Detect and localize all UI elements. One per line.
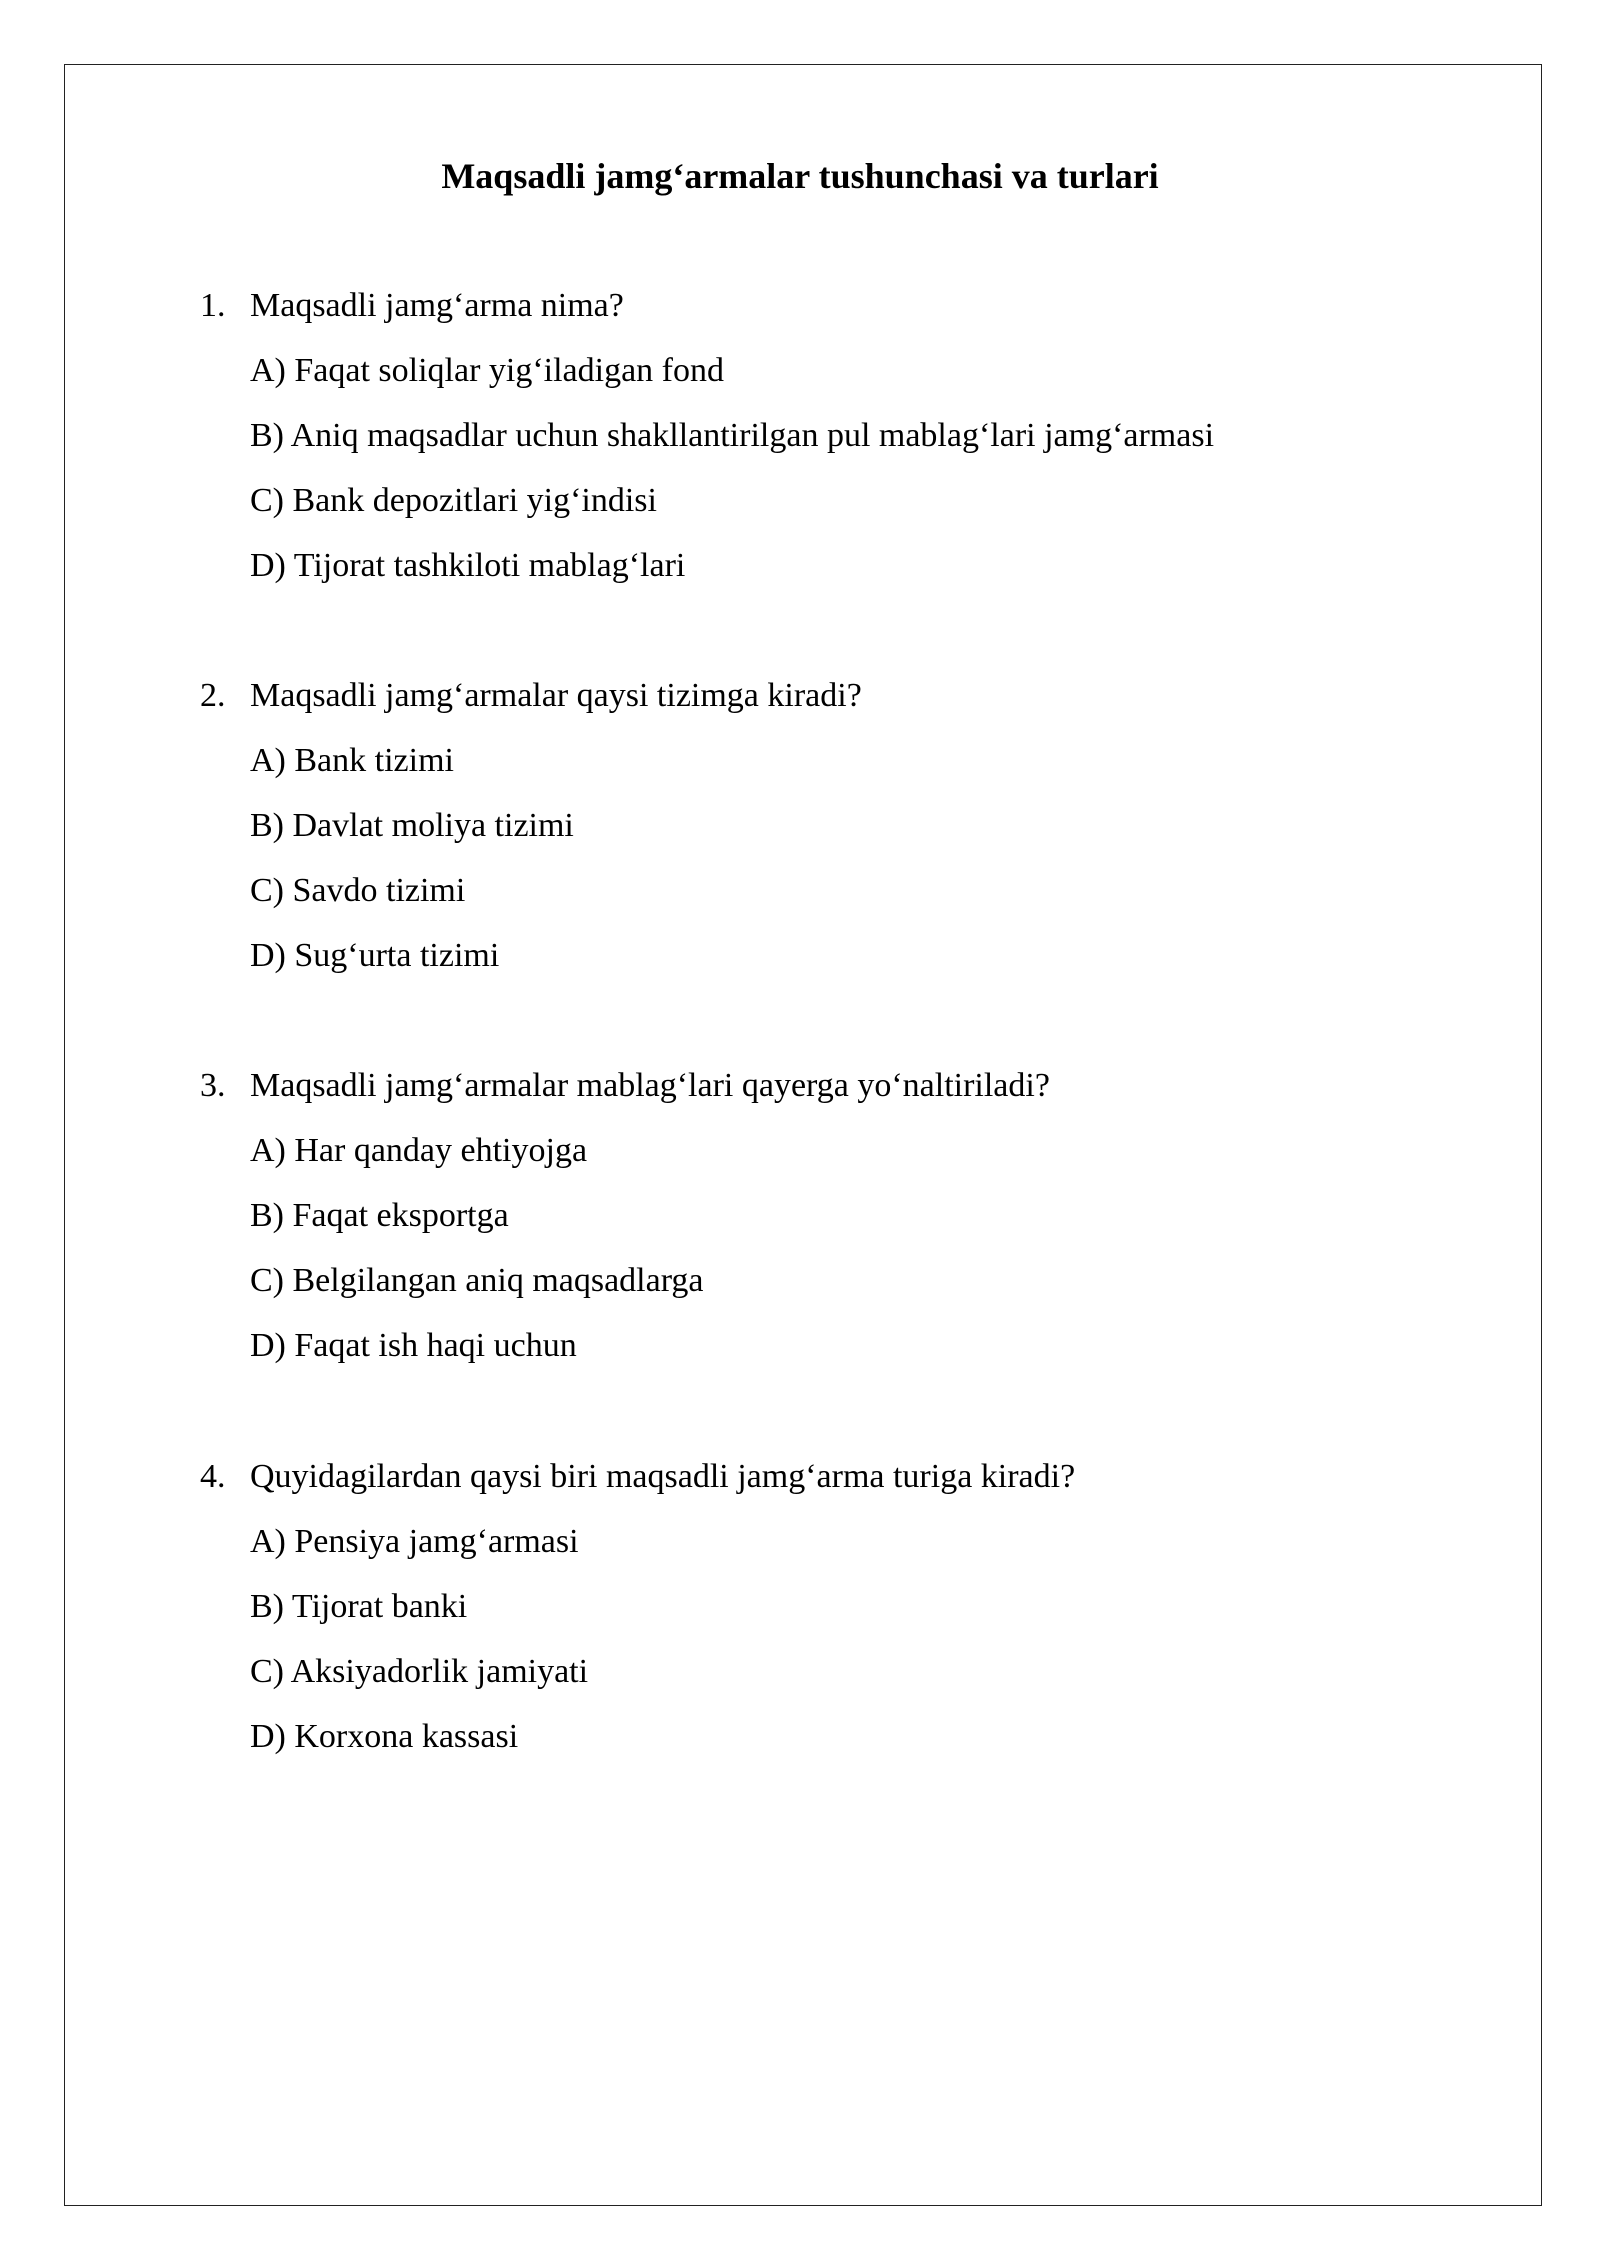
question-line bbox=[200, 1455, 1440, 1499]
question-4 bbox=[200, 1455, 1440, 1759]
answer-option-c: C) Aksiyadorlik jamiyati bbox=[250, 1653, 589, 1690]
answer-option-a: A) Faqat soliqlar yig‘iladigan fond bbox=[250, 352, 725, 389]
answer-option-a: A) Har qanday ehtiyojga bbox=[250, 1132, 588, 1169]
answer-option-c: C) Bank depozitlari yig‘indisi bbox=[250, 482, 657, 519]
question-number: 4. bbox=[200, 1458, 226, 1495]
answer-option-d: D) Tijorat tashkiloti mablag‘lari bbox=[250, 547, 686, 584]
question-text: Maqsadli jamg‘armalar qaysi tizimga kiradi? bbox=[250, 677, 862, 714]
answer-option-a: A) Bank tizimi bbox=[250, 742, 454, 779]
question-3 bbox=[200, 1064, 1440, 1368]
answer-option-d: D) Faqat ish haqi uchun bbox=[250, 1327, 577, 1364]
answer-option-d: D) Sug‘urta tizimi bbox=[250, 937, 500, 974]
answer-option-b: B) Faqat eksportga bbox=[250, 1197, 509, 1234]
question-text: Quyidagilardan qaysi biri maqsadli jamg‘arma turiga kiradi? bbox=[250, 1458, 1076, 1495]
question-line bbox=[200, 1064, 1440, 1108]
question-1 bbox=[200, 284, 1440, 588]
answer-option-c: C) Savdo tizimi bbox=[250, 872, 466, 909]
question-number: 1. bbox=[200, 287, 226, 324]
document-title: Maqsadli jamg‘armalar tushunchasi va turlari bbox=[441, 156, 1159, 196]
answer-option-b: B) Tijorat banki bbox=[250, 1588, 468, 1625]
question-number: 3. bbox=[200, 1067, 226, 1104]
question-text: Maqsadli jamg‘arma nima? bbox=[250, 287, 624, 324]
answer-option-c: C) Belgilangan aniq maqsadlarga bbox=[250, 1262, 704, 1299]
question-line bbox=[200, 284, 1440, 328]
answer-option-a: A) Pensiya jamg‘armasi bbox=[250, 1523, 579, 1560]
question-2 bbox=[200, 674, 1440, 978]
answer-option-b: B) Davlat moliya tizimi bbox=[250, 807, 574, 844]
question-text: Maqsadli jamg‘armalar mablag‘lari qayerga yo‘naltiriladi? bbox=[250, 1067, 1050, 1104]
answer-option-b: B) Aniq maqsadlar uchun shakllantirilgan pul mablag‘lari jamg‘armasi bbox=[250, 417, 1215, 454]
question-number: 2. bbox=[200, 677, 226, 714]
answer-option-d: D) Korxona kassasi bbox=[250, 1718, 519, 1755]
question-line bbox=[200, 674, 1440, 718]
